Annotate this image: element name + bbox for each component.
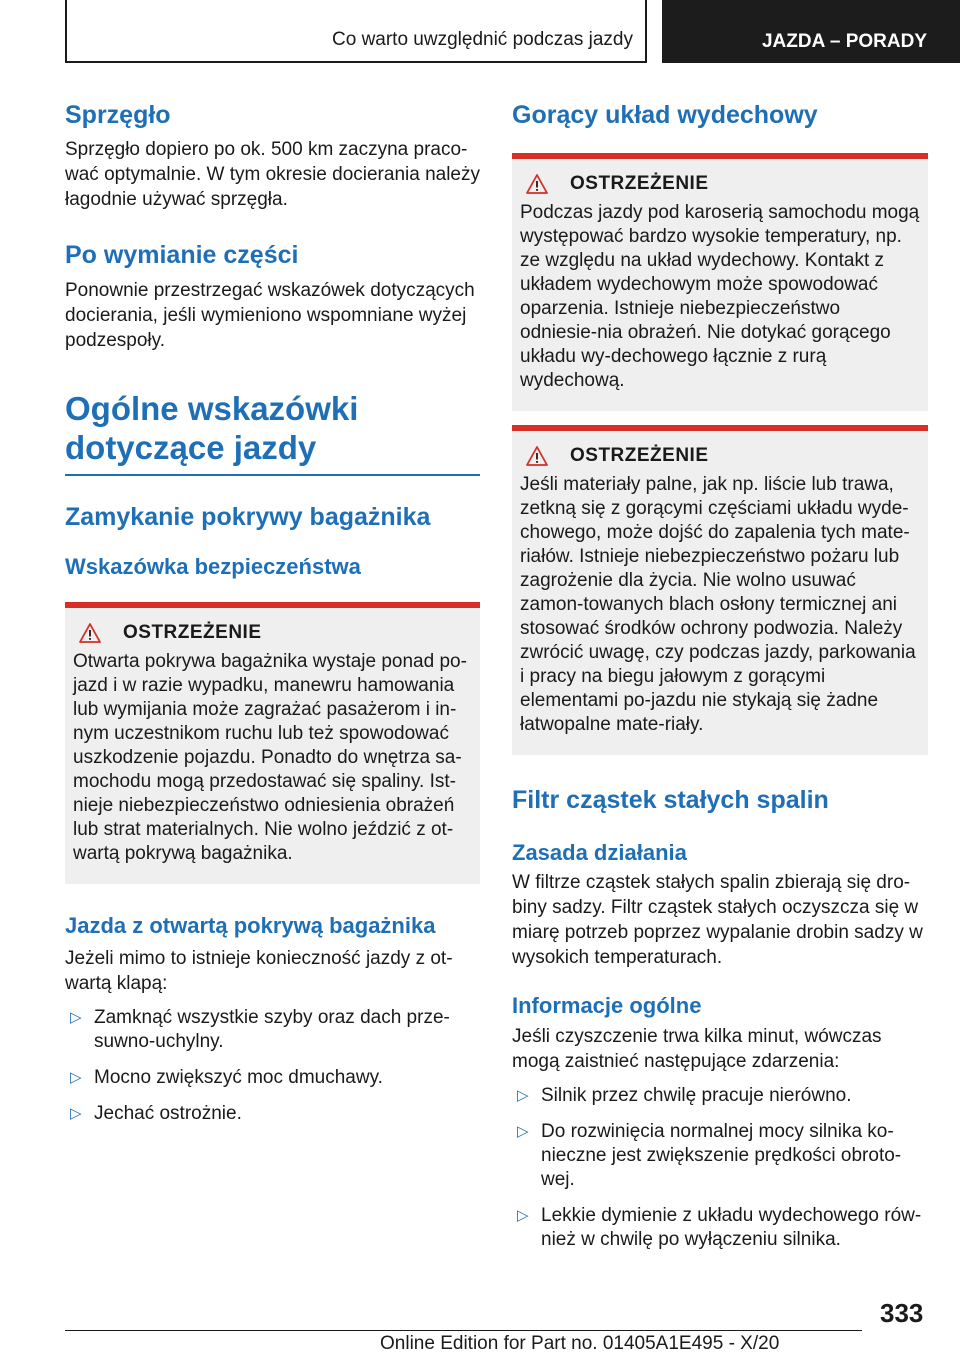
- list-item: ▷ Zamknąć wszystkie szyby oraz dach prze‐suwno-uchylny.: [70, 1006, 450, 1052]
- triangle-bullet-icon: ▷: [70, 1104, 82, 1122]
- filtr-heading: Filtr cząstek stałych spalin: [512, 786, 829, 815]
- zasada-paragraph: W filtrze cząstek stałych spalin zbierają się dro‐biny sadzy. Filtr cząstek stałych oczyszcza się w miarę potrzeb poprzez wypalanie drobin sadzy w wysokich temperaturach.: [512, 872, 923, 968]
- list-item: ▷ Lekkie dymienie z układu wydechowego rów‐nież w chwilę po wyłączeniu silnika.: [517, 1204, 922, 1250]
- zasada-heading: Zasada działania: [512, 839, 687, 865]
- list-item: ▷ Do rozwinięcia normalnej mocy silnika ko‐nieczne jest zwiększenie prędkości obroto‐wej.: [517, 1120, 902, 1190]
- warning-text: Otwarta pokrywa bagażnika wystaje ponad po‐jazd i w razie wypadku, manewru hamowania lub wymijania może zagrażać pasażerom i in‐nym uczestnikom ruchu lub też spowodować uszkodzenie pojazdu. Ponadto do wnętrza sa‐mochodu mogą przedostawać się spaliny. Ist‐nieje niebezpieczeństwo odniesienia obrażeń lub strat materialnych. Nie wolno jeździć z ot‐wartą pokrywą bagażnika.: [73, 651, 467, 865]
- sprzeglo-heading: Sprzęgło: [65, 101, 171, 129]
- wymiana-heading: Po wymianie części: [65, 241, 299, 270]
- informacje-list: [512, 1084, 928, 1252]
- footer-edition: Online Edition for Part no. 01405A1E495 - X/20: [380, 1333, 780, 1354]
- goracy-heading: Gorący układ wydechowy: [512, 101, 818, 129]
- warning-title: [73, 622, 472, 644]
- warning-box-exhaust: [512, 153, 928, 411]
- header-section: [65, 0, 647, 63]
- triangle-bullet-icon: ▷: [517, 1206, 529, 1224]
- informacje-paragraph: Jeśli czyszczenie trwa kilka minut, wówczas mogą zaistnieć następujące zdarzenia:: [512, 1025, 882, 1072]
- jazda-paragraph: Jeżeli mimo to istnieje konieczność jazdy z ot‐wartą klapą:: [65, 947, 453, 994]
- warning-triangle-icon: [79, 623, 101, 643]
- sprzeglo-paragraph: Sprzęgło dopiero po ok. 500 km zaczyna praco‐wać optymalnie. W tym okresie docierania należy łagodnie używać sprzęgła.: [65, 139, 481, 211]
- page-number: 333: [880, 1298, 924, 1328]
- right-column: [512, 100, 928, 1264]
- warning-label: OSTRZEŻENIE: [123, 622, 262, 644]
- triangle-bullet-icon: ▷: [70, 1068, 82, 1086]
- list-item: ▷ Mocno zwiększyć moc dmuchawy.: [70, 1066, 383, 1088]
- zamykanie-heading: Zamykanie pokrywy bagażnika: [65, 502, 431, 531]
- jazda-heading: Jazda z otwartą pokrywą bagażnika: [65, 913, 436, 939]
- footer-divider: [65, 1330, 862, 1331]
- left-column: [65, 100, 480, 1138]
- main-section-title: [65, 389, 480, 476]
- warning-text: Podczas jazdy pod karoserią samochodu mogą występować bardzo wysokie temperatury, np. ze względu na układ wydechowy. Kontakt z układem wydechowym może spowodować oparzenia. Istnieje niebezpieczeństwo odniesie‐nia obrażeń. Nie dotykać gorącego układu wy‐dechowego łącznie z rurą wydechową.: [520, 202, 920, 392]
- warning-box-fire: [512, 425, 928, 755]
- triangle-bullet-icon: ▷: [70, 1008, 82, 1026]
- triangle-bullet-icon: ▷: [517, 1122, 529, 1140]
- main-title-line1: Ogólne wskazówki: [65, 389, 359, 427]
- warning-text: Jeśli materiały palne, jak np. liście lub trawa, zetkną się z gorącymi częściami układu wyde‐chowego, może dojść do zapalenia tych mate‐riałów. Istnieje niebezpieczeństwo pożaru lub zagrożenie dla życia. Nie wolno usuwać zamon‐towanych blach osłony termicznej ani stosować środków ochrony podwozia. Należy zwrócić uwagę, czy podczas jazdy, parkowania i pracy na biegu jałowym z gorącymi elementami po‐jazdu nie stykają się żadne łatwopalne mate‐riały.: [520, 474, 916, 736]
- list-item: ▷ Jechać ostrożnie.: [70, 1102, 242, 1124]
- warning-triangle-icon: [526, 174, 548, 194]
- header-chapter: [662, 0, 960, 63]
- header-chapter-title: JAZDA – PORADY: [761, 31, 927, 52]
- warning-title: [520, 445, 920, 467]
- warning-label: OSTRZEŻENIE: [570, 445, 709, 467]
- warning-triangle-icon: [526, 446, 548, 466]
- warning-box-trunk: [65, 602, 480, 884]
- main-title-line2: dotyczące jazdy: [65, 429, 317, 467]
- header-section-title: Co warto uwzględnić podczas jazdy: [332, 29, 633, 50]
- list-item: ▷ Silnik przez chwilę pracuje nierówno.: [517, 1084, 852, 1106]
- wymiana-paragraph: Ponownie przestrzegać wskazówek dotyczących docierania, jeśli wymieniono wspomniane wyżej podzespoły.: [65, 279, 475, 351]
- warning-label: OSTRZEŻENIE: [570, 173, 709, 195]
- jazda-list: [65, 1006, 480, 1126]
- warning-title: [520, 173, 920, 195]
- wskazowka-heading: Wskazówka bezpieczeństwa: [65, 553, 361, 579]
- informacje-heading: Informacje ogólne: [512, 993, 702, 1018]
- triangle-bullet-icon: ▷: [517, 1086, 529, 1104]
